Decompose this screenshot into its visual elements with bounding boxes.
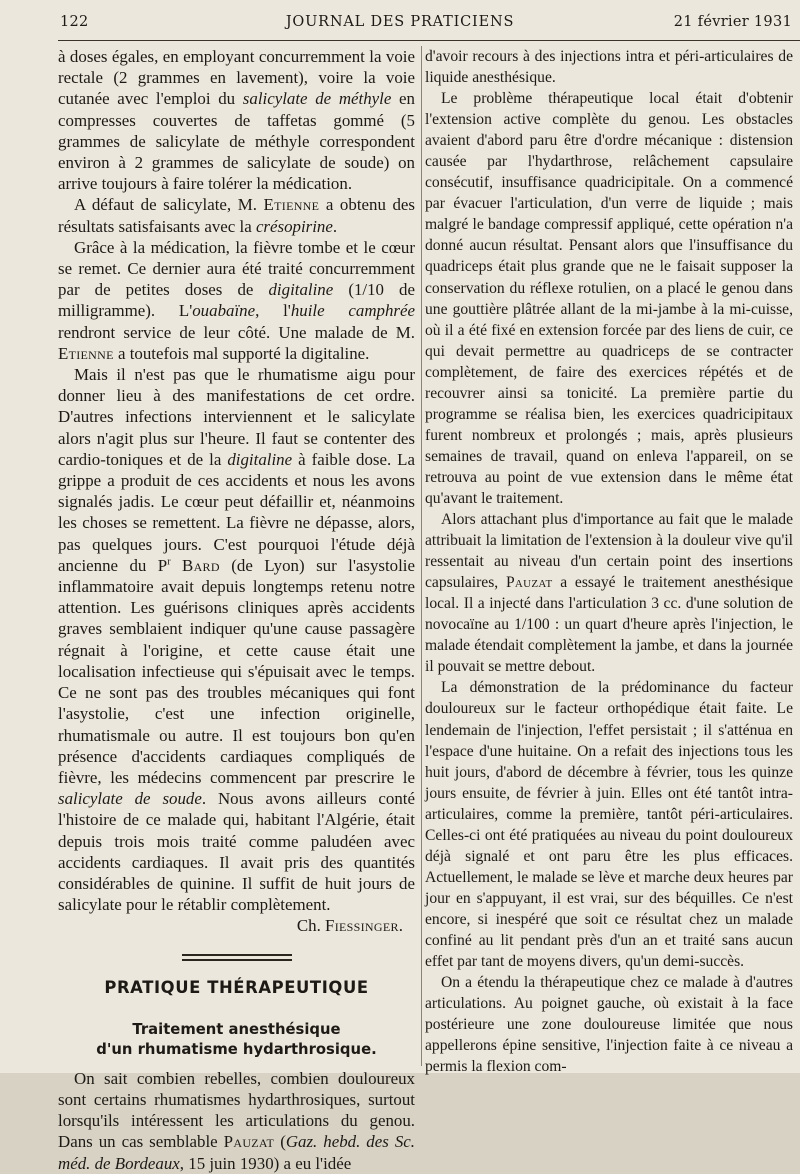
left-column [58,46,415,1174]
text-run: a essayé le traitement anesthésique local. Il a injecté dans l'articulation 3 cc. d'une solution de novocaïne au 1/100 : un quart d'heure après l'injection, le malade étendait complètement la jambe, et dans la journée il pouvait se mettre debout. [425,574,793,676]
text-run: à doses égales, en employant concurremment la voie rectale (2 grammes en lavement), voire la voie cutanée avec l'emploi du [58,47,415,109]
right-paragraph-3 [425,509,793,677]
text-run: en compresses couvertes de taffetas gommé (5 grammes de salicylate de méthyle correspondent environ à 2 grammes de salicylate de soude) on arrive toujours à faire tolérer la médication. [58,89,415,194]
text-run: Mais il n'est pas que le rhumatisme aigu pour donner lieu à des manifestations de cet ordre. D'autres infections interviennent et le salicylate alors n'agit plus sur l'heure. Il faut se contenter des cardio-toniques et de la [58,365,415,469]
italic-term: crésopirine [255,216,333,236]
right-paragraph-2: Le problème thérapeutique local était d'obtenir l'extension active complète du genou. Les obstacles avaient d'abord paru être d'ordre mécanique : distension causée par l'hydarthrose, relâchement capsulaire consécutif, insuffisance quadricipitale. On a commencé par évacuer l'articulation, d'un verre de liquide ; mais malgré le bandage compressif appliqué, cette opération n'a donné aucun résultat. Pensant alors que l'insuffisance du quadriceps était plus grande que ne le faisait supposer la conservation du réflexe rotulien, on a placé le genou dans une gouttière plâtrée allant de la mi-jambe à la mi-cuisse, où il a été fixé en extension forcée par des liens de cuir, ce qui devait permettre au quadriceps de se contracter complètement, de faire des exercices répétés et de recouvrer ainsi sa tonicité. La première partie du programme se réalisa bien, les exercices quadricipitaux furent nombreux et prolongés ; mais, après plusieurs semaines de travail, quand on enleva l'appareil, on se retrouva au point de vue extension dans le même état qu'avant le traitement. [425,90,793,507]
left-paragraph-4 [58,364,415,915]
author-name: Etienne [263,195,320,215]
citation: Gaz. hebd. des Sc. méd. de Bordeaux [58,1132,415,1173]
left-paragraph-3 [58,237,415,364]
text-run: . Nous avons ailleurs conté l'histoire de ce malade qui, habitant l'Algérie, était depuis trois mois traité comme paludéen avec accidents cardiaques. Il avait pris des quantités considérables de quinine. Il suffit de huit jours de salicylate pour le rétablir complètement. [58,789,415,915]
left-paragraph-5 [58,1068,415,1174]
text-run: a toutefois mal supporté la digitaline. [113,343,370,363]
text-run: , 15 juin 1930) a eu l'idée [179,1153,352,1173]
right-paragraph-1: d'avoir recours à des injections intra et péri-articulaires de liquide anesthésique. [425,48,793,87]
signature-name: Fiessinger [325,916,399,936]
superscript: r [167,556,171,568]
signature-initial: Ch. [296,916,326,936]
text-run: (1/10 de milligramme). L' [58,280,415,321]
text-run: a obtenu des résultats satisfaisants avec la [58,195,415,236]
header-rule [58,40,800,41]
author-name: Bard [182,555,220,575]
article-title-line-2: d'un rhumatisme hydarthrosique. [96,1040,377,1058]
left-paragraph-1 [58,46,415,194]
italic-term: digitaline [227,449,293,469]
italic-term: ouabaïne [192,301,256,321]
journal-title: JOURNAL DES PRATICIENS [285,14,515,30]
right-column [425,46,793,1077]
text-run: rendront service de leur côté. Une malade de M. [58,322,415,342]
article-title-line-1: Traitement anesthésique [132,1020,341,1038]
italic-term: salicylate de soude [58,789,202,809]
column-divider [421,46,422,1066]
italic-term: digitaline [268,280,334,300]
text-run: Grâce à la médication, la fièvre tombe et le cœur se remet. Ce dernier aura été traité concurremment par de petites doses de [58,237,415,300]
text-run: Alors attachant plus d'importance au fait que le malade attribuait la limitation de l'extension à la douleur vive qu'il ressentait au niveau d'un certain point des insertions capsulaires, [425,511,793,592]
author-name: Pauzat [505,574,553,592]
text-run: , l' [255,301,291,321]
italic-term: salicylate de méthyle [242,89,392,109]
text-run: à faible dose. La grippe a produit de ces accidents et nous les avons signalés jadis. Le cœur peut défaillir et, néanmoins les choses se remettent. La fièvre ne dépasse, alors, pas quelques jours. C'est pourquoi l'étude déjà ancienne du P [58,449,415,575]
italic-term: huile camphrée [290,301,415,321]
section-separator [182,954,292,961]
author-name: Pauzat [223,1132,275,1152]
text-run: A défaut de salicylate, M. [74,195,264,215]
signature-end: . [398,916,403,936]
running-header [0,14,800,36]
section-heading: PRATIQUE THÉRAPEUTIQUE [104,977,369,997]
text-run [171,556,182,575]
right-paragraph-5: On a étendu la thérapeutique chez ce malade à d'autres articulations. Au poignet gauche, où existait à la face postérieure une zone douloureuse limitée que nous appellerons épine sensitive, l'injection faite à ce niveau a permis la flexion com- [425,974,793,1076]
right-paragraph-4: La démonstration de la prédominance du facteur douloureux sur le facteur orthopédique était faite. Le lendemain de l'injection, l'effet persistait ; il s'atténua en l'espace d'une huitaine. On a refait des injections tous les huit jours, d'abord de décembre à février, tous les quinze jours ensuite, de février à juin. Elles ont été tantôt intra-articulaires, comme la première, tantôt péri-articulaires. Celles-ci ont été pratiquées au niveau du point douloureux déjà signalé et ont paru être les plus efficaces. Actuellement, le malade se lève et marche deux heures par jour en s'appuyant, il est vrai, sur des béquilles. Ce n'est encore, si inespéré que soit ce résultat chez un malade confiné au lit pendant près d'un an et traité sans aucun effet par tant de moyens divers, qu'un demi-succès. [425,679,793,971]
author-name: Etienne [58,343,114,363]
text-run: On sait combien rebelles, combien douloureux sont certains rhumatismes hydarthrosiques, surtout lorsqu'ils intéressent les articulations du genou. Dans un cas semblable [58,1068,415,1152]
left-paragraph-2 [58,194,415,236]
text-run: (de Lyon) sur l'asystolie inflammatoire avait depuis longtemps retenu notre attention. Les guérisons cliniques après accidents graves semblaient indiquer qu'une cause passagère régnait à l'origine, et cette cause était une localisation infectieuse qui s'épuisait avec le temps. Ce ne sont pas des troubles mécaniques qui font l'asystolie, c'est une infection originelle, rhumatismale ou autre. Il est toujours bon qu'en présence d'accidents cardiaques compliqués de fièvre, les médecins commencent par prescrire le [58,555,415,787]
issue-date: 21 février 1931 [673,14,792,30]
page-number: 122 [60,14,89,30]
article-signature [58,915,415,936]
text-run: ( [274,1132,286,1152]
text-run: . [332,216,338,236]
article-title [58,1020,415,1060]
